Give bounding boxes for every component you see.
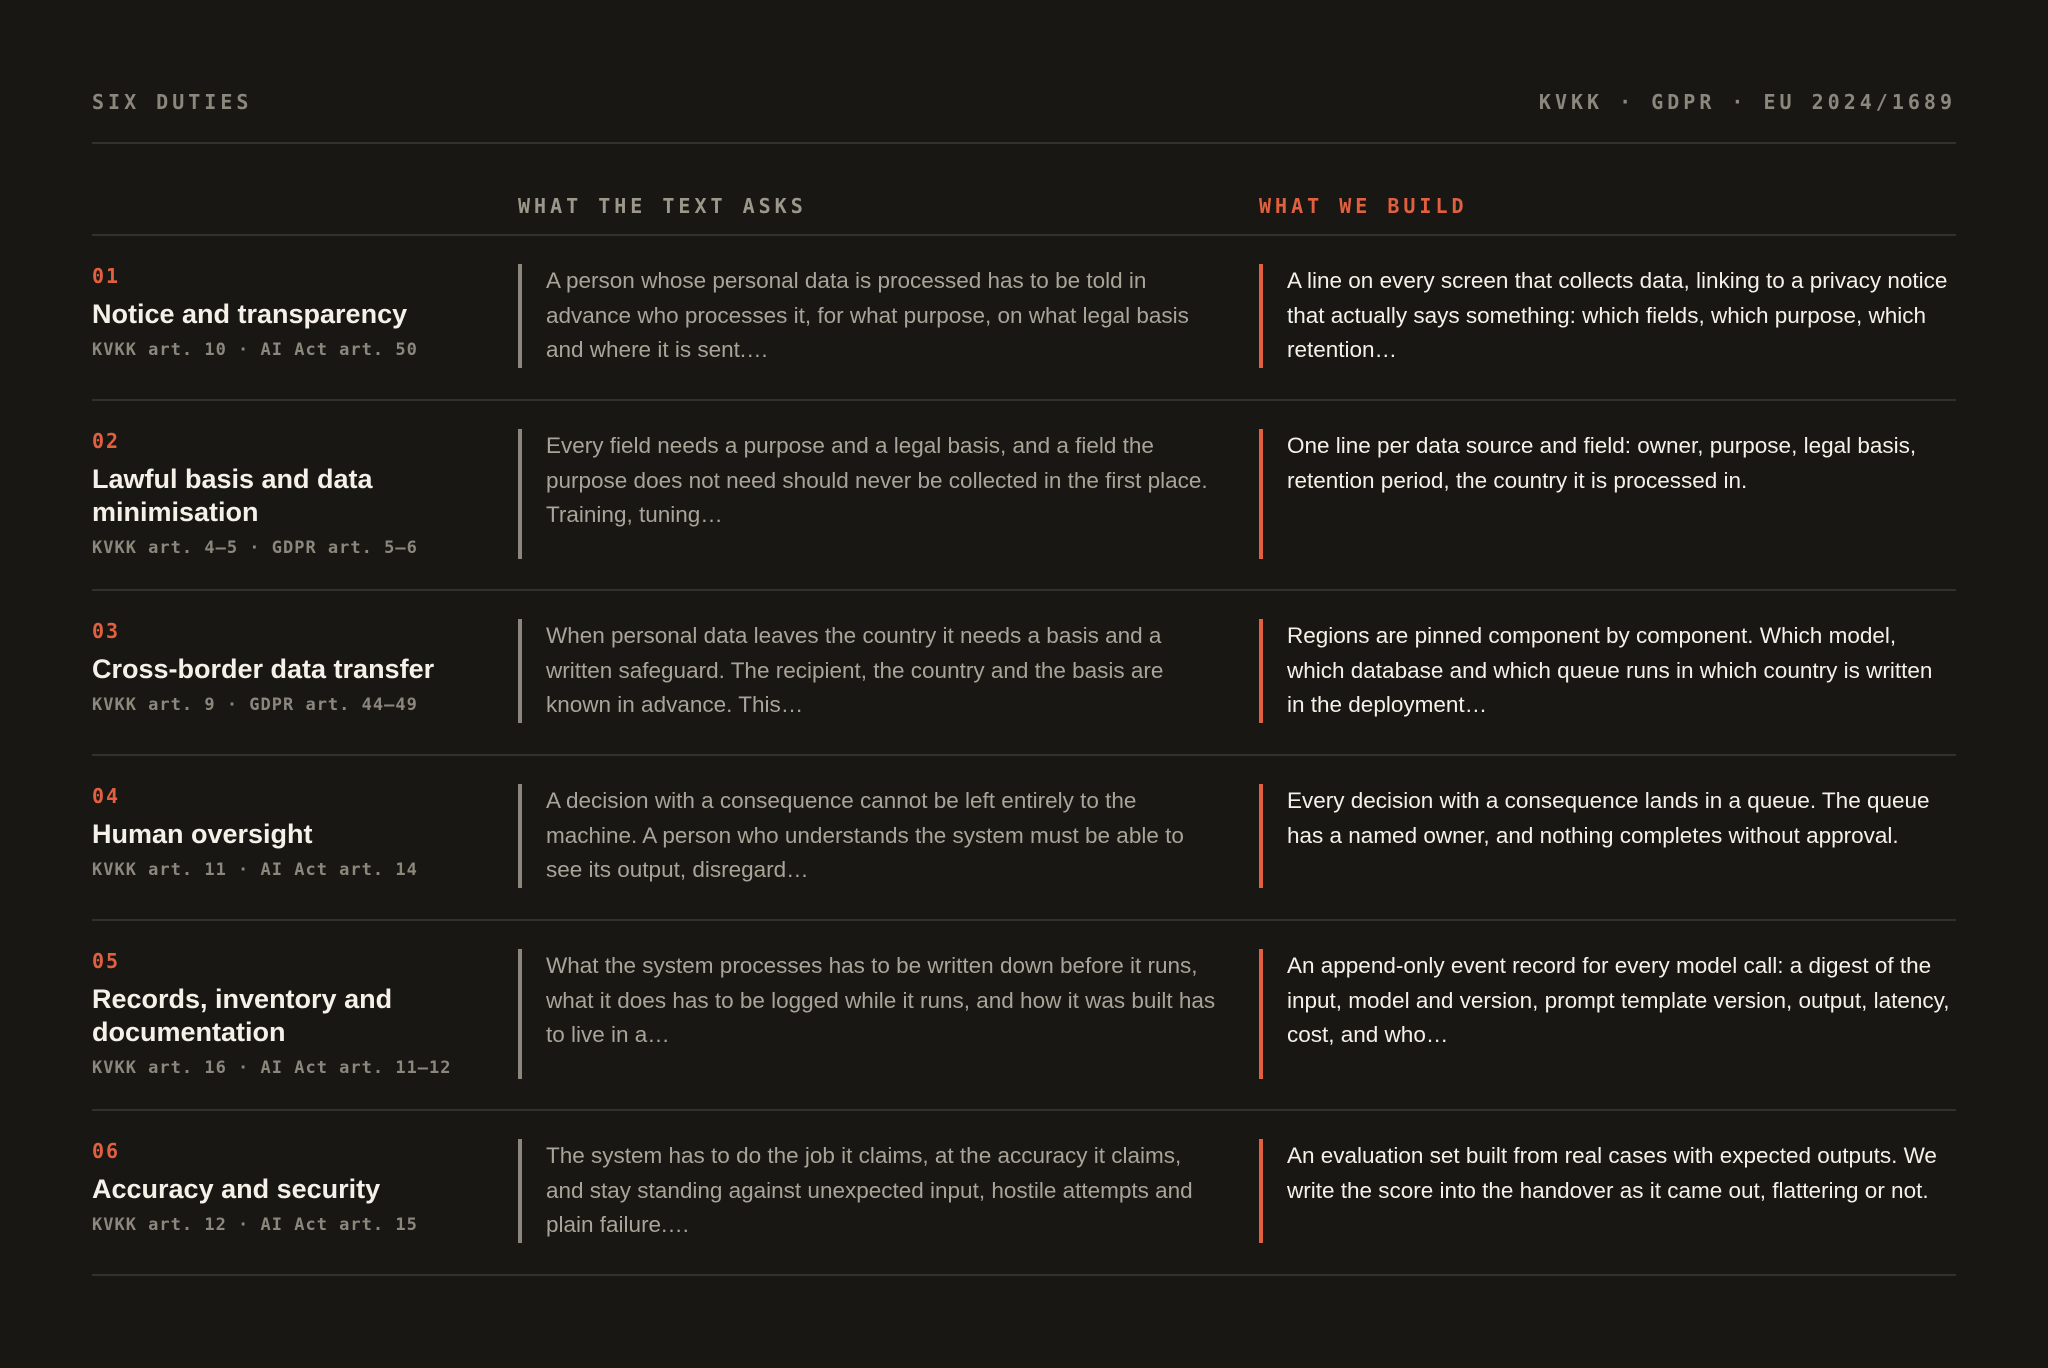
duty-asks-text: A person whose personal data is processed has to be told in advance who processes it, for what purpose, on what legal basis and where it is sent.… [518,264,1218,368]
duty-asks-text: A decision with a consequence cannot be left entirely to the machine. A person who understands the system must be able to see its output, disregard… [518,784,1218,888]
duty-row [92,1111,1956,1276]
duty-row [92,401,1956,591]
duty-number: 04 [92,784,121,808]
duty-number: 03 [92,619,121,643]
duty-row [92,756,1956,921]
duty-meta [92,262,492,361]
duty-build-text: One line per data source and field: owner, purpose, legal basis, retention period, the country it is processed in. [1259,429,1956,559]
duty-references: KVKK art. 11 · AI Act art. 14 [92,860,418,880]
duty-references: KVKK art. 10 · AI Act art. 50 [92,340,418,360]
duty-asks-text: What the system processes has to be written down before it runs, what it does has to be logged while it runs, and how it was built has to live in a… [518,949,1218,1079]
duty-number: 01 [92,264,121,288]
duty-title: Cross-border data transfer [92,654,435,684]
duty-meta [92,947,492,1079]
duty-title: Notice and transparency [92,299,408,329]
duty-asks-text: Every field needs a purpose and a legal basis, and a field the purpose does not need should never be collected in the first place. Training, tuning… [518,429,1218,559]
duties-table [92,236,1956,1276]
page-header [92,86,1956,144]
duty-number: 02 [92,429,121,453]
regulation-label: KVKK · GDPR · EU 2024/1689 [1538,90,1956,114]
duty-meta [92,617,492,716]
duty-references: KVKK art. 4–5 · GDPR art. 5–6 [92,538,418,558]
duty-row [92,236,1956,401]
duty-build-text: An append-only event record for every model call: a digest of the input, model and version, prompt template version, output, latency, cost, and who… [1259,949,1956,1079]
duty-references: KVKK art. 12 · AI Act art. 15 [92,1215,418,1235]
duty-build-text: A line on every screen that collects data, linking to a privacy notice that actually says something: which fields, which purpose, which retention… [1259,264,1956,368]
duty-row [92,591,1956,756]
column-header-build: WHAT WE BUILD [1259,194,1468,218]
duty-number: 06 [92,1139,121,1163]
duty-build-text: An evaluation set built from real cases with expected outputs. We write the score into the handover as it came out, flattering or not. [1259,1139,1956,1243]
duty-number: 05 [92,949,121,973]
duty-meta [92,427,492,559]
column-header-asks: WHAT THE TEXT ASKS [518,194,807,218]
duty-meta [92,1137,492,1236]
duty-meta [92,782,492,881]
duty-title: Records, inventory and documentation [92,984,393,1047]
column-headers [92,192,1956,236]
duty-row [92,921,1956,1111]
duty-references: KVKK art. 16 · AI Act art. 11–12 [92,1058,452,1078]
duty-asks-text: When personal data leaves the country it needs a basis and a written safeguard. The recipient, the country and the basis are known in advance. This… [518,619,1218,723]
duty-build-text: Regions are pinned component by component. Which model, which database and which queue runs in which country is written in the deployment… [1259,619,1956,723]
duty-title: Accuracy and security [92,1174,381,1204]
duty-references: KVKK art. 9 · GDPR art. 44–49 [92,695,418,715]
duty-asks-text: The system has to do the job it claims, at the accuracy it claims, and stay standing against unexpected input, hostile attempts and plain failure.… [518,1139,1218,1243]
duty-title: Lawful basis and data minimisation [92,464,373,527]
duty-title: Human oversight [92,819,313,849]
section-label: SIX DUTIES [92,90,253,114]
duty-build-text: Every decision with a consequence lands in a queue. The queue has a named owner, and nothing completes without approval. [1259,784,1956,888]
